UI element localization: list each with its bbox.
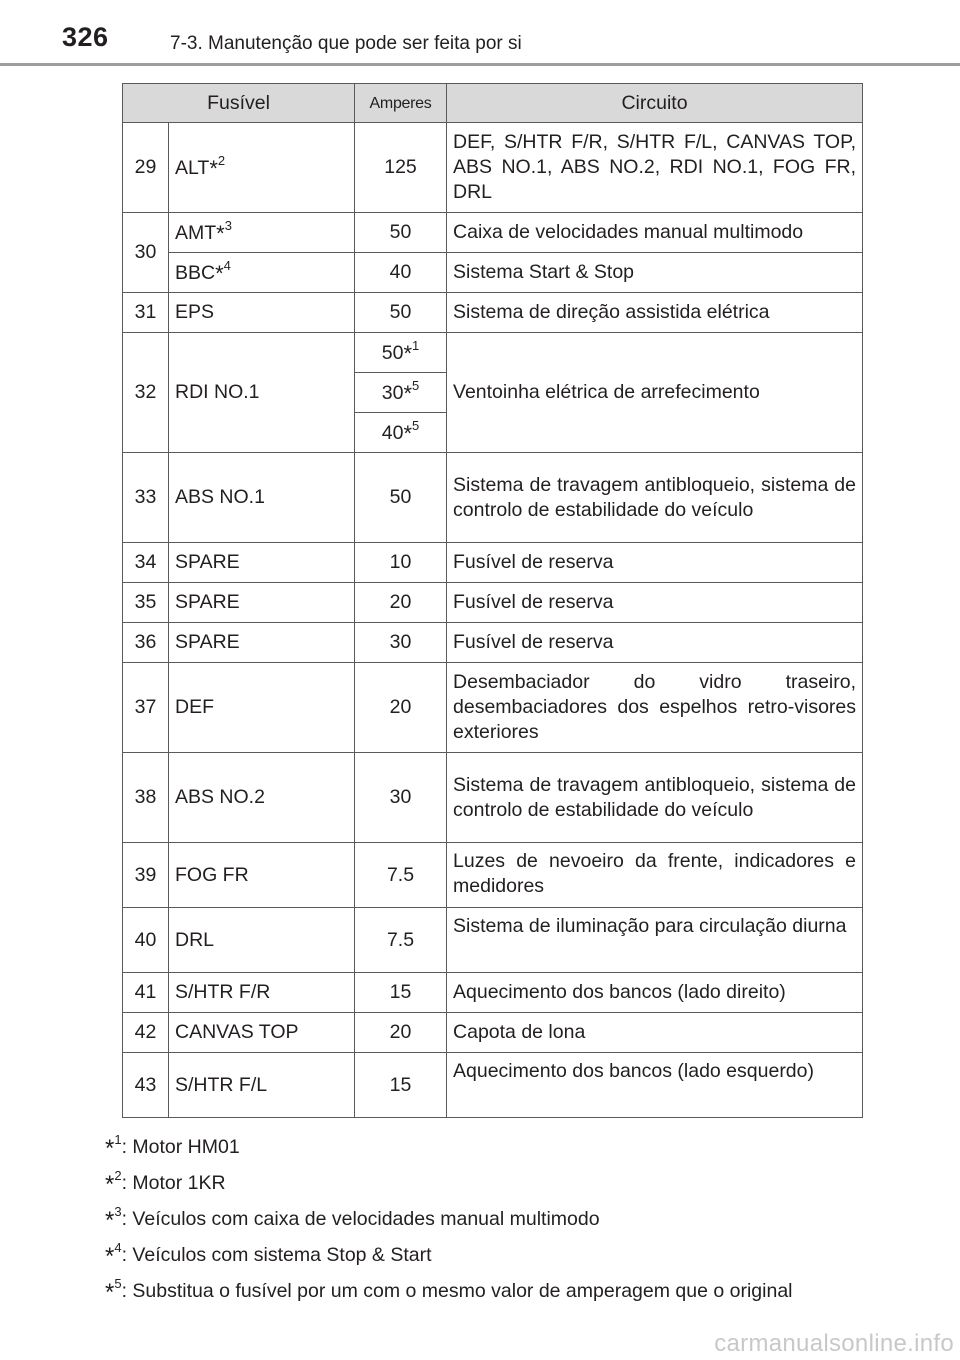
footnote-number: 1: [114, 1131, 122, 1147]
watermark: carmanualsonline.info: [714, 1330, 954, 1357]
fuse-circuit: Desembaciador do vidro traseiro, desembaciadores dos espelhos retro-visores exteriores: [447, 663, 863, 753]
fuse-amperes: 15: [355, 973, 447, 1013]
footnote-text: : Veículos com sistema Stop & Start: [121, 1244, 432, 1266]
fuse-name: CANVAS TOP: [169, 1013, 355, 1053]
fuse-name: ABS NO.1: [169, 453, 355, 543]
table-header-row: [123, 84, 863, 123]
fuse-name: EPS: [169, 293, 355, 333]
table-row: [123, 213, 863, 253]
fuse-circuit: Capota de lona: [447, 1013, 863, 1053]
fuse-circuit: Sistema de travagem antibloqueio, sistema de controlo de estabilidade do veículo: [447, 753, 863, 843]
footnote-number: 2: [114, 1167, 122, 1183]
fuse-number: 29: [123, 123, 169, 213]
footnote-item: [105, 1272, 905, 1308]
fuse-number: 39: [123, 843, 169, 908]
footnote-star-icon: *: [216, 221, 225, 246]
table-row: [123, 253, 863, 293]
footnote-marker: [105, 1203, 122, 1234]
table-row: [123, 293, 863, 333]
footnote-star-icon: *: [403, 381, 413, 406]
fuse-circuit: Fusível de reserva: [447, 583, 863, 623]
fuse-circuit: Sistema de travagem antibloqueio, sistema de controlo de estabilidade do veículo: [447, 453, 863, 543]
fuse-table: [122, 83, 863, 1118]
footnote-marker: [105, 1167, 122, 1198]
fuse-amperes: 30: [355, 753, 447, 843]
fuse-amperes: [355, 333, 447, 373]
footnote-ref: 4: [223, 257, 231, 273]
page-number: 326: [62, 22, 109, 52]
fuse-name: DRL: [169, 908, 355, 973]
fuse-name: SPARE: [169, 583, 355, 623]
fuse-name: S/HTR F/R: [169, 973, 355, 1013]
fuse-name: S/HTR F/L: [169, 1053, 355, 1118]
fuse-name: SPARE: [169, 543, 355, 583]
fuse-number: 42: [123, 1013, 169, 1053]
fuse-amperes: 125: [355, 123, 447, 213]
table-row: [123, 333, 863, 373]
footnote-star-icon: *: [105, 1171, 115, 1198]
fuse-number: 37: [123, 663, 169, 753]
fuse-number: 35: [123, 583, 169, 623]
footnote-star-icon: *: [403, 421, 413, 446]
fuse-number: 38: [123, 753, 169, 843]
table-row: [123, 973, 863, 1013]
footnotes: [105, 1128, 905, 1308]
fuse-name: DEF: [169, 663, 355, 753]
fuse-amperes: [355, 373, 447, 413]
footnote-item: [105, 1236, 905, 1272]
fuse-amperes: 10: [355, 543, 447, 583]
amperes-value: 40: [381, 422, 404, 444]
fuse-name: FOG FR: [169, 843, 355, 908]
fuse-number: 41: [123, 973, 169, 1013]
footnote-marker: [105, 1131, 122, 1162]
fuse-number: 43: [123, 1053, 169, 1118]
table-row: [123, 583, 863, 623]
footnote-marker: [105, 1275, 122, 1306]
footnote-star-icon: *: [105, 1135, 115, 1162]
fuse-amperes: 7.5: [355, 908, 447, 973]
column-header-circuito: Circuito: [447, 84, 863, 123]
fuse-circuit: Sistema Start & Stop: [447, 253, 863, 293]
amperes-value: 30: [381, 382, 404, 404]
table-row: [123, 843, 863, 908]
fuse-name: SPARE: [169, 623, 355, 663]
header-rule: [0, 63, 960, 66]
fuse-circuit: Fusível de reserva: [447, 623, 863, 663]
fuse-name-text: AMT: [175, 222, 217, 244]
table-row: [123, 1013, 863, 1053]
page-header: [0, 0, 960, 66]
fuse-circuit: Aquecimento dos bancos (lado esquerdo): [447, 1053, 863, 1118]
footnote-number: 5: [114, 1275, 122, 1291]
footnote-number: 3: [114, 1203, 122, 1219]
footnote-ref: 5: [412, 417, 420, 433]
fuse-circuit: Sistema de direção assistida elétrica: [447, 293, 863, 333]
footnote-text: : Motor HM01: [121, 1136, 240, 1158]
amperes-value: 50: [381, 342, 404, 364]
fuse-amperes: 20: [355, 1013, 447, 1053]
table-row: [123, 123, 863, 213]
table-row: [123, 1053, 863, 1118]
fuse-circuit: Luzes de nevoeiro da frente, indicadores e medidores: [447, 843, 863, 908]
fuse-amperes: 30: [355, 623, 447, 663]
fuse-name: [169, 213, 355, 253]
table-row: [123, 543, 863, 583]
fuse-name: [169, 123, 355, 213]
footnote-item: [105, 1200, 905, 1236]
fuse-number: 33: [123, 453, 169, 543]
footnote-star-icon: *: [105, 1279, 115, 1306]
fuse-circuit: Ventoinha elétrica de arrefecimento: [447, 333, 863, 453]
fuse-number: 31: [123, 293, 169, 333]
fuse-name: ABS NO.2: [169, 753, 355, 843]
fuse-number: 34: [123, 543, 169, 583]
fuse-circuit: DEF, S/HTR F/R, S/HTR F/L, CANVAS TOP, ABS NO.1, ABS NO.2, RDI NO.1, FOG FR, DRL: [447, 123, 863, 213]
fuse-circuit: Sistema de iluminação para circulação diurna: [447, 908, 863, 973]
fuse-circuit: Fusível de reserva: [447, 543, 863, 583]
table-row: [123, 623, 863, 663]
table-row: [123, 453, 863, 543]
fuse-number: 30: [123, 213, 169, 293]
footnote-ref: 5: [412, 377, 420, 393]
table-row: [123, 908, 863, 973]
fuse-circuit: Caixa de velocidades manual multimodo: [447, 213, 863, 253]
footnote-star-icon: *: [215, 261, 224, 286]
section-title: 7-3. Manutenção que pode ser feita por si: [170, 33, 522, 54]
fuse-amperes: 50: [355, 293, 447, 333]
fuse-amperes: 50: [355, 213, 447, 253]
column-header-fusivel: Fusível: [123, 84, 355, 123]
footnote-ref: 2: [217, 152, 226, 168]
fuse-amperes: 40: [355, 253, 447, 293]
footnote-item: [105, 1164, 905, 1200]
table-row: [123, 753, 863, 843]
fuse-name-text: ALT: [175, 157, 210, 179]
footnote-text: : Veículos com caixa de velocidades manual multimodo: [121, 1208, 600, 1230]
footnote-number: 4: [114, 1239, 122, 1255]
fuse-circuit: Aquecimento dos bancos (lado direito): [447, 973, 863, 1013]
footnote-text: : Substitua o fusível por um com o mesmo valor de amperagem que o original: [121, 1280, 793, 1302]
footnote-star-icon: *: [105, 1207, 115, 1234]
fuse-number: 32: [123, 333, 169, 453]
footnote-star-icon: *: [209, 156, 218, 181]
fuse-number: 40: [123, 908, 169, 973]
fuse-amperes: 50: [355, 453, 447, 543]
footnote-star-icon: *: [105, 1243, 115, 1270]
fuse-amperes: 15: [355, 1053, 447, 1118]
fuse-name: [169, 253, 355, 293]
footnote-ref: 1: [412, 337, 420, 353]
fuse-number: 36: [123, 623, 169, 663]
fuse-name: RDI NO.1: [169, 333, 355, 453]
footnote-marker: [105, 1239, 122, 1270]
column-header-amperes: Amperes: [355, 84, 447, 123]
footnote-item: [105, 1128, 905, 1164]
footnote-text: : Motor 1KR: [121, 1172, 226, 1194]
fuse-amperes: [355, 413, 447, 453]
fuse-amperes: 7.5: [355, 843, 447, 908]
fuse-amperes: 20: [355, 583, 447, 623]
fuse-amperes: 20: [355, 663, 447, 753]
footnote-star-icon: *: [403, 341, 413, 366]
table-row: [123, 663, 863, 753]
fuse-name-text: BBC: [175, 262, 216, 284]
footnote-ref: 3: [224, 217, 232, 233]
